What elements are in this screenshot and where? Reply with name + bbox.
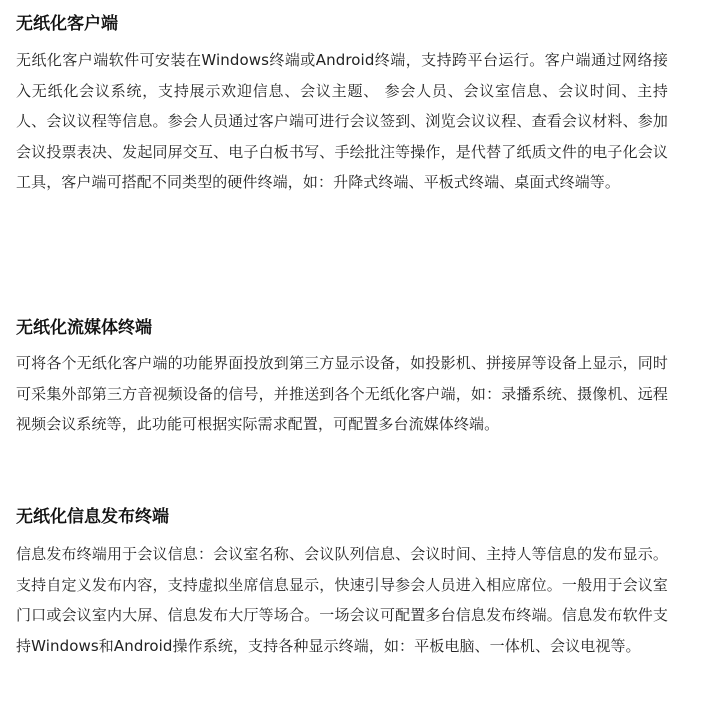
section-paragraph: 信息发布终端用于会议信息：会议室名称、会议队列信息、会议时间、主持人等信息的发布显示。支持自定义发布内容，支持虚拟坐席信息显示，快速引导参会人员进入相应席位。一般用于会议室门口或会议室内大屏、信息发布大厅等场合。一场会议可配置多台信息发布终端。信息发布软件支持Windows和Android操作系统，支持各种显示终端，如：平板电脑、一体机、会议电视等。 [16, 545, 668, 655]
section-heading: 无纸化客户端 [16, 14, 118, 34]
section-heading: 无纸化流媒体终端 [16, 318, 152, 338]
section-streaming-terminal [16, 316, 668, 440]
section-paragraph: 可将各个无纸化客户端的功能界面投放到第三方显示设备，如投影机、拼接屏等设备上显示，同时可采集外部第三方音视频设备的信号，并推送到各个无纸化客户端，如：录播系统、摄像机、远程视频会议系统等，此功能可根据实际需求配置，可配置多台流媒体终端。 [16, 354, 668, 433]
section-info-publish-terminal [16, 505, 668, 661]
section-paragraph: 无纸化客户端软件可安装在Windows终端或Android终端，支持跨平台运行。客户端通过网络接入无纸化会议系统，支持展示欢迎信息、会议主题、 参会人员、会议室信息、会议时间、主持人、会议议程等信息。参会人员通过客户端可进行会议签到、浏览会议议程、查看会议材料、参加会议投票表决、发起同屏交互、电子白板书写、手绘批注等操作，是代替了纸质文件的电子化会议工具，客户端可搭配不同类型的硬件终端，如：升降式终端、平板式终端、桌面式终端等。 [16, 51, 668, 191]
section-heading: 无纸化信息发布终端 [16, 507, 169, 527]
section-paperless-client [16, 12, 668, 198]
